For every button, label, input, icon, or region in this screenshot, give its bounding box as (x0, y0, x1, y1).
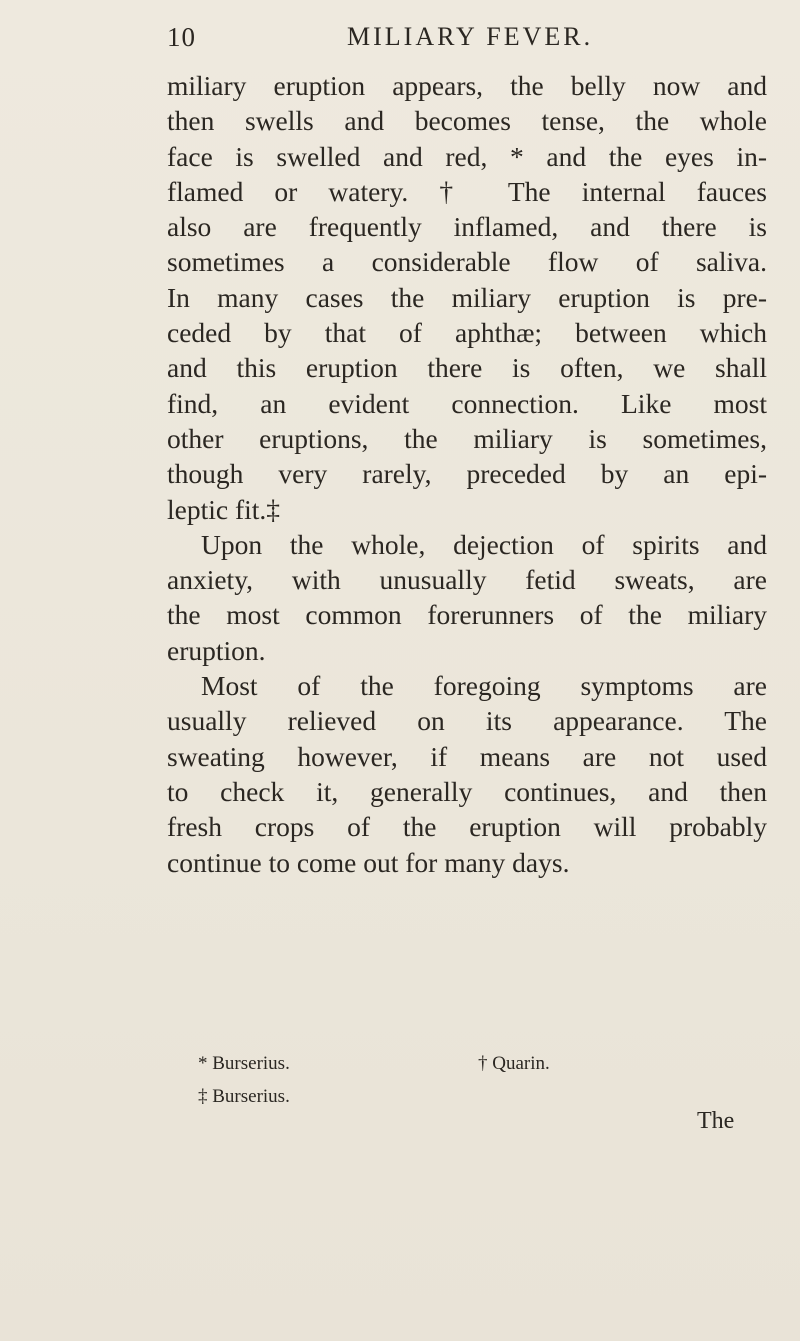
text-line: miliary eruption appears, the belly now and (167, 70, 767, 101)
text-line: though very rarely, preceded by an epi- (167, 458, 767, 490)
footnote-1: * Burserius. (198, 1053, 290, 1074)
running-head: MILIARY FEVER. (347, 22, 594, 51)
text-line: flamed or watery. † The internal fauces (167, 175, 767, 207)
text-line: find, an evident connection. Like most (167, 387, 767, 419)
text-line: continue to come out for many days. (167, 846, 570, 878)
text-line: Upon the whole, dejection of spirits and (201, 528, 767, 560)
text-line: face is swelled and red, * and the eyes in- (167, 140, 767, 172)
text-line: and this eruption there is often, we shall (167, 352, 767, 384)
page-header (0, 22, 800, 62)
text-line: fresh crops of the eruption will probably (167, 811, 767, 843)
text-line: to check it, generally continues, and then (167, 775, 767, 807)
text-line: sometimes a considerable flow of saliva. (167, 246, 767, 278)
text-line: leptic fit.‡ (167, 493, 281, 525)
text-line: other eruptions, the miliary is sometimes, (167, 422, 767, 454)
footnote-3: ‡ Burserius. (198, 1086, 290, 1107)
body-text (167, 68, 767, 880)
page-number: 10 (167, 22, 196, 52)
text-line: also are frequently inflamed, and there is (167, 211, 767, 243)
text-line: In many cases the miliary eruption is pre- (167, 281, 767, 313)
text-line: ceded by that of aphthæ; between which (167, 317, 767, 349)
footnote-2: † Quarin. (478, 1053, 550, 1074)
catchword: The (697, 1108, 735, 1134)
text-line: then swells and becomes tense, the whole (167, 105, 767, 137)
text-line: the most common forerunners of the miliary (167, 599, 767, 631)
text-line: Most of the foregoing symptoms are (201, 670, 767, 702)
text-line: eruption. (167, 634, 266, 666)
text-line: sweating however, if means are not used (167, 740, 767, 772)
text-line: anxiety, with unusually fetid sweats, are (167, 564, 767, 596)
text-line: usually relieved on its appearance. The (167, 705, 767, 737)
